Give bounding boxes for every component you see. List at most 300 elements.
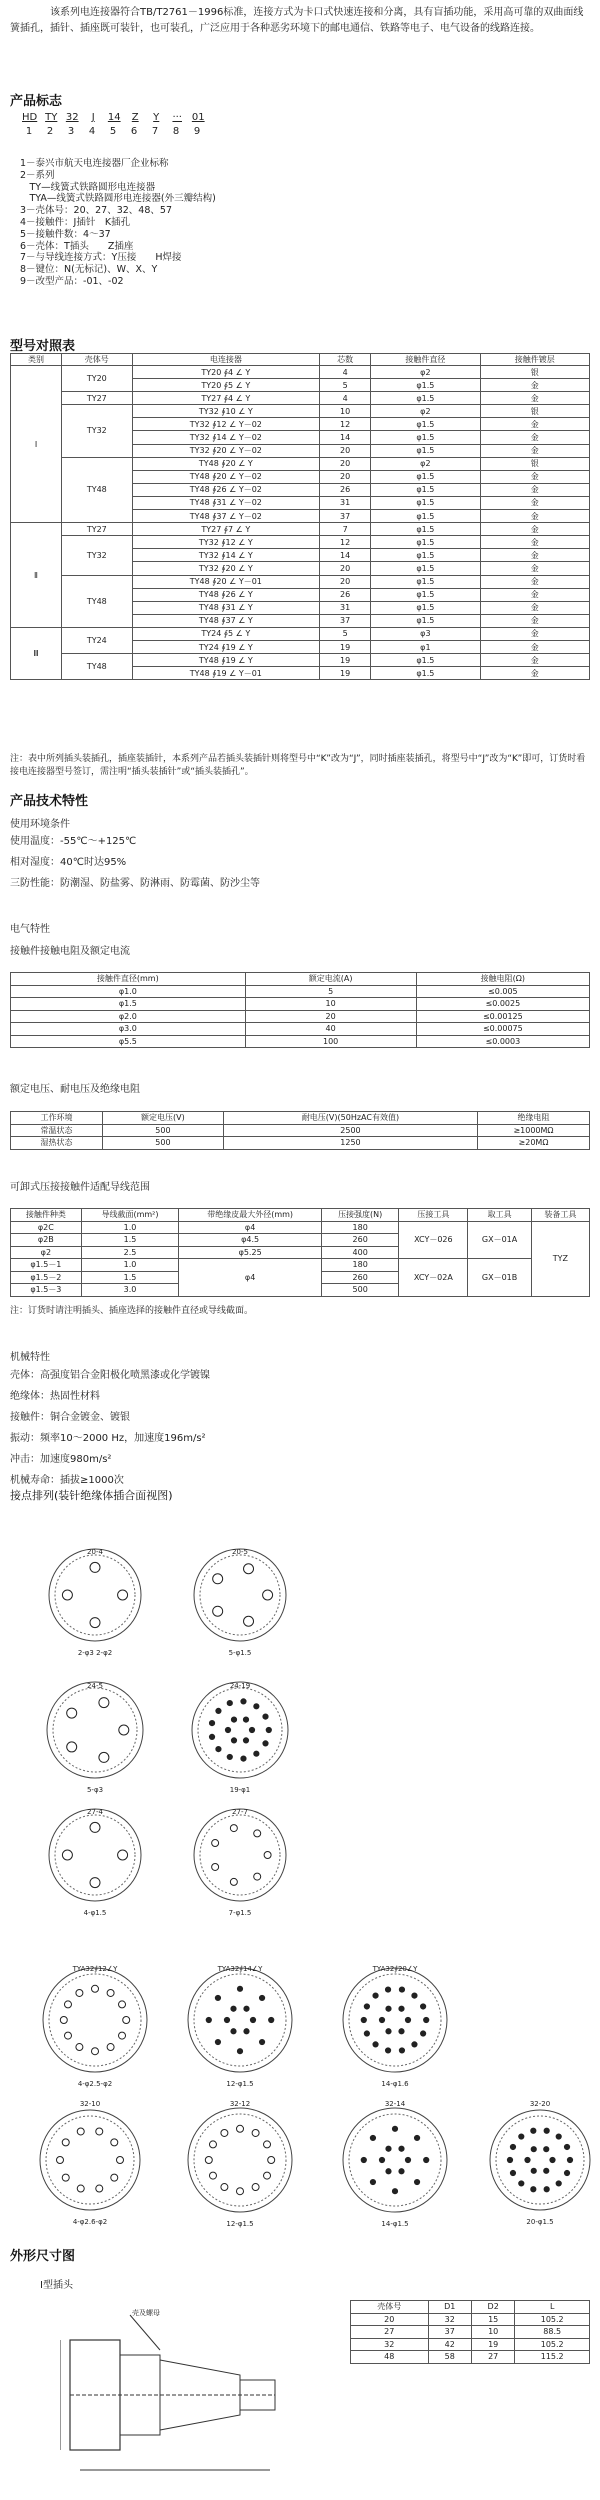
table-cell: 20 — [351, 2313, 429, 2326]
table-cell: 1.5 — [81, 1271, 179, 1284]
table-cell: φ3.0 — [11, 1023, 246, 1036]
table-cell: TY27 ∮4 ∠ Y — [132, 392, 320, 405]
table-row — [11, 1124, 590, 1137]
table-cell: φ1.5 — [11, 998, 246, 1011]
mark-list-item: 8－键位：N(无标记)、W、X、Y — [20, 264, 158, 276]
diagram-title: 20-4 — [87, 1548, 103, 1556]
table-row — [351, 2313, 590, 2326]
table-header: 工作环境 — [11, 1112, 103, 1125]
category-cell: Ⅰ — [11, 366, 62, 523]
mark-list-item: 6－壳体：T插头 Z插座 — [20, 240, 134, 252]
mark-code: 01 — [191, 112, 205, 123]
table-cell: φ5.25 — [179, 1246, 322, 1259]
mark-list-item: 7－与导线连接方式：Y压接 H焊接 — [20, 252, 182, 264]
table-cell: φ2.0 — [11, 1010, 246, 1023]
table-header: 取工具 — [468, 1209, 531, 1222]
table-row — [351, 2326, 590, 2339]
mark-legend-list — [20, 158, 216, 288]
table-cell: 260 — [322, 1271, 399, 1284]
mark-code: HD — [22, 112, 38, 123]
table-cell: 37 — [320, 614, 371, 627]
table-header: 接触件直径(mm) — [11, 973, 246, 986]
dims-sub: Ⅰ型插头 — [40, 2280, 73, 2291]
table-header-row — [11, 973, 590, 986]
table-cell: φ3 — [371, 627, 480, 640]
table-cell: TY32 ∮10 ∠ Y — [132, 405, 320, 418]
diagram-title: 32-12 — [229, 2100, 251, 2108]
table-header-row — [351, 2301, 590, 2314]
table-cell: 金 — [480, 496, 589, 509]
table-cell: TY24 ∮19 ∠ Y — [132, 640, 320, 653]
table-cell: φ1.5 — [371, 379, 480, 392]
table-header: 壳体号 — [62, 354, 132, 366]
table-cell: 100 — [245, 1035, 416, 1048]
table-cell: φ1.5 — [371, 496, 480, 509]
crimp-tool-cell: XCY－026 — [399, 1221, 468, 1259]
diagram-title: 27-4 — [87, 1808, 103, 1816]
contact-diagram — [37, 1962, 153, 2078]
diagram-title: 27-7 — [232, 1808, 248, 1816]
diagram-title: 20-5 — [232, 1548, 248, 1556]
table-cell: 105.2 — [515, 2313, 590, 2326]
table-cell: TY48 ∮37 ∠ Y－02 — [132, 510, 320, 523]
diagram-spec: 14-φ1.6 — [381, 2080, 409, 2088]
contact-diagram — [43, 1543, 147, 1647]
table-header: 导线截面(mm²) — [81, 1209, 179, 1222]
table-cell: 1250 — [223, 1137, 477, 1150]
table-cell: 湿热状态 — [11, 1137, 103, 1150]
equip-tool-cell: TYZ — [531, 1221, 589, 1296]
table-cell: 1.0 — [81, 1259, 179, 1272]
contact-diagram — [337, 2102, 453, 2218]
diagram-spec: 7-φ1.5 — [228, 1909, 252, 1917]
table-cell: 26 — [320, 588, 371, 601]
table-header-row — [11, 1209, 590, 1222]
table-cell: φ1.5 — [371, 392, 480, 405]
elec-title: 电气特性 — [10, 924, 50, 935]
table-cell: ≤0.0003 — [416, 1035, 589, 1048]
diagram-spec: 19-φ1 — [229, 1786, 251, 1794]
voltage-title: 额定电压、耐电压及绝缘电阻 — [10, 1084, 140, 1095]
table-cell: φ1.5 — [371, 444, 480, 457]
section-title-tech: 产品技术特性 — [10, 794, 89, 809]
table-cell: 银 — [480, 405, 589, 418]
category-cell: Ⅲ — [11, 627, 62, 679]
table-cell: 20 — [320, 562, 371, 575]
contact-diagram — [188, 1543, 292, 1647]
mark-code: 14 — [107, 112, 121, 123]
shell-cell: TY27 — [62, 392, 132, 405]
table-cell: 27 — [471, 2351, 514, 2364]
table-cell: 金 — [480, 483, 589, 496]
get-tool-cell: GX－01B — [468, 1259, 531, 1297]
table-cell: 20 — [320, 470, 371, 483]
diagram-title: TYA32∮20∠Y — [372, 1965, 418, 1973]
table-cell: 32 — [428, 2313, 471, 2326]
mech-line: 机械寿命：插拔≥1000次 — [10, 1475, 124, 1486]
diagram-spec: 5-φ3 — [86, 1786, 104, 1794]
table-cell: φ1.5 — [371, 549, 480, 562]
table-row — [11, 985, 590, 998]
diagram-title: 24-19 — [229, 1682, 251, 1690]
table-cell: φ2C — [11, 1221, 82, 1234]
product-mark-code — [22, 112, 205, 137]
table-row — [11, 998, 590, 1011]
table-cell: ≤0.0025 — [416, 998, 589, 1011]
table-cell: 5 — [320, 379, 371, 392]
diagram-spec: 4-φ2.6-φ2 — [72, 2218, 108, 2226]
table-cell: 银 — [480, 366, 589, 379]
table-cell: 金 — [480, 418, 589, 431]
table-cell: 20 — [320, 575, 371, 588]
diagram-spec: 2-φ3 2-φ2 — [77, 1649, 113, 1657]
table-header: 额定电压(V) — [102, 1112, 223, 1125]
table-row — [11, 1259, 590, 1272]
table-cell: 4 — [320, 392, 371, 405]
mark-code: 32 — [65, 112, 79, 123]
table-row — [11, 575, 590, 588]
table-cell: 金 — [480, 588, 589, 601]
table-cell: TY48 ∮31 ∠ Y — [132, 601, 320, 614]
mech-lines — [10, 1365, 210, 1491]
crimp-note: 注：订货时请注明插头、插座选择的接触件直径或导线截面。 — [10, 1306, 254, 1316]
contact-diagram — [43, 1803, 147, 1907]
diagram-title: TYA32∮14∠Y — [217, 1965, 263, 1973]
diagram-title: TYA32∮12∠Y — [72, 1965, 118, 1973]
shell-cell: TY48 — [62, 575, 132, 627]
table-cell: TY48 ∮19 ∠ Y — [132, 654, 320, 667]
table-header: 接触件直径 — [371, 354, 480, 366]
table-cell: 37 — [428, 2326, 471, 2339]
table-cell: φ2 — [11, 1246, 82, 1259]
table-cell: 14 — [320, 549, 371, 562]
table-cell: 20 — [245, 1010, 416, 1023]
mark-list-item: 9－改型产品：-01、-02 — [20, 275, 124, 287]
table-cell: φ1.5 — [371, 614, 480, 627]
table-cell: 37 — [320, 510, 371, 523]
table-cell: 500 — [102, 1137, 223, 1150]
table-cell: φ1.5 — [371, 575, 480, 588]
section-title-dims: 外形尺寸图 — [10, 2249, 76, 2264]
table-cell: 1.5 — [81, 1234, 179, 1247]
table-cell: TY32 ∮14 ∠ Y — [132, 549, 320, 562]
category-cell: Ⅱ — [11, 523, 62, 628]
table-cell: φ2 — [371, 366, 480, 379]
table-header: 芯数 — [320, 354, 371, 366]
env-title: 使用环境条件 — [10, 819, 70, 830]
table-cell: φ1.5 — [371, 523, 480, 536]
table-cell: 10 — [471, 2326, 514, 2339]
table-cell: TY48 ∮20 ∠ Y－01 — [132, 575, 320, 588]
table-cell: 金 — [480, 654, 589, 667]
diagram-spec: 14-φ1.5 — [381, 2220, 409, 2228]
table-row — [11, 1023, 590, 1036]
table-cell: 1.0 — [81, 1221, 179, 1234]
table-cell: 金 — [480, 640, 589, 653]
table-cell: 5 — [320, 627, 371, 640]
table-cell: φ1.0 — [11, 985, 246, 998]
get-tool-cell: GX－01A — [468, 1221, 531, 1259]
shell-cell: TY32 — [62, 405, 132, 457]
diagram-spec: 12-φ1.5 — [226, 2080, 254, 2088]
table-cell: 金 — [480, 379, 589, 392]
table-cell: φ1 — [371, 640, 480, 653]
table-cell: 金 — [480, 510, 589, 523]
table-cell: 10 — [245, 998, 416, 1011]
table-cell: 12 — [320, 536, 371, 549]
mark-num: 6 — [130, 126, 138, 137]
table-cell: 7 — [320, 523, 371, 536]
table-cell: 金 — [480, 575, 589, 588]
table-cell: 20 — [320, 457, 371, 470]
table-cell: TY32 ∮12 ∠ Y — [132, 536, 320, 549]
contact-diagram — [41, 1676, 149, 1784]
crimp-range-table — [10, 1208, 590, 1297]
dims-table — [350, 2300, 590, 2364]
table-cell: 48 — [351, 2351, 429, 2364]
table-cell: 31 — [320, 601, 371, 614]
table-cell: TY20 ∮5 ∠ Y — [132, 379, 320, 392]
table-row — [11, 1137, 590, 1150]
table-header: 带绝缘皮最大外径(mm) — [179, 1209, 322, 1222]
table-cell: ≤0.00075 — [416, 1023, 589, 1036]
diagram-title: 24-5 — [87, 1682, 103, 1690]
table-cell: TY24 ∮5 ∠ Y — [132, 627, 320, 640]
diagram-spec: 4-φ1.5 — [83, 1909, 107, 1917]
diagram-spec: 4-φ2.5-φ2 — [77, 2080, 113, 2088]
table-cell: φ1.5 — [371, 510, 480, 523]
table-cell: 金 — [480, 627, 589, 640]
mark-list-item: 2－系列 — [20, 169, 55, 181]
table-header: 接触电阻(Ω) — [416, 973, 589, 986]
diagram-title: 32-20 — [529, 2100, 551, 2108]
table-cell: 14 — [320, 431, 371, 444]
table-cell: 20 — [320, 444, 371, 457]
table-row — [11, 627, 590, 640]
mark-code: J — [91, 112, 95, 123]
table-header: 电连接器 — [132, 354, 320, 366]
table-cell: 19 — [320, 640, 371, 653]
table-cell: φ1.5 — [371, 667, 480, 680]
mark-num: 9 — [193, 126, 201, 137]
table-cell: φ1.5 — [371, 470, 480, 483]
mark-code: TY — [45, 112, 58, 123]
mech-line: 接触件：铜合金镀金、镀银 — [10, 1412, 130, 1423]
mark-list-item: 5－接触件数：4～37 — [20, 228, 111, 240]
table-cell: TY48 ∮20 ∠ Y — [132, 457, 320, 470]
table-cell: ≤0.00125 — [416, 1010, 589, 1023]
table-header: D2 — [471, 2301, 514, 2314]
table-cell: 15 — [471, 2313, 514, 2326]
table-cell: 19 — [320, 654, 371, 667]
table-cell: 500 — [322, 1284, 399, 1297]
shell-cell: TY27 — [62, 523, 132, 536]
table-cell: 金 — [480, 431, 589, 444]
crimp-title: 可卸式压接接触件适配导线范围 — [10, 1182, 150, 1193]
env-line: 三防性能：防潮湿、防盐雾、防淋雨、防霉菌、防沙尘等 — [10, 878, 260, 889]
env-lines — [10, 831, 260, 894]
env-line: 使用温度：-55℃～+125℃ — [10, 836, 137, 847]
table-header: 额定电流(A) — [245, 973, 416, 986]
table-cell: 金 — [480, 470, 589, 483]
mark-num: 3 — [67, 126, 75, 137]
shell-cell: TY48 — [62, 457, 132, 522]
table-header: 装备工具 — [531, 1209, 589, 1222]
diagram-spec: 12-φ1.5 — [226, 2220, 254, 2228]
table-row — [351, 2338, 590, 2351]
table-cell: 2500 — [223, 1124, 477, 1137]
shell-cell: TY32 — [62, 536, 132, 575]
contact-diagram — [484, 2104, 596, 2216]
table-cell: φ1.5 — [371, 536, 480, 549]
crimp-tool-cell: XCY－02A — [399, 1259, 468, 1297]
table-row — [11, 392, 590, 405]
diagram-title: 32-10 — [79, 2100, 101, 2108]
table-cell: φ1.5 — [371, 588, 480, 601]
table-cell: φ1.5 — [371, 601, 480, 614]
table-cell: TY48 ∮26 ∠ Y－02 — [132, 483, 320, 496]
contact-diagram — [186, 1676, 294, 1784]
table-header: D1 — [428, 2301, 471, 2314]
plug-outline-drawing — [60, 2300, 290, 2490]
table-cell: φ5.5 — [11, 1035, 246, 1048]
table-header: 接触件种类 — [11, 1209, 82, 1222]
mark-list-item: 4－接触件：J插针 K插孔 — [20, 216, 131, 228]
table-cell: 88.5 — [515, 2326, 590, 2339]
table-cell: 19 — [471, 2338, 514, 2351]
table-cell: φ4.5 — [179, 1234, 322, 1247]
mark-code: ··· — [172, 112, 182, 123]
mark-num: 4 — [88, 126, 96, 137]
table-cell: φ1.5 — [371, 418, 480, 431]
type-table-note: 注：表中所列插头装插孔，插座装插针，本系列产品若插头装插针则将型号中“K”改为“J”，同时插座装插孔，将型号中“J”改为“K”即可，订货时看接电连接器型号签订，需注明“插头装插针”或“插头装插孔”。 — [10, 754, 586, 777]
table-row — [11, 405, 590, 418]
table-row — [11, 523, 590, 536]
table-header: 绝缘电阻 — [478, 1112, 590, 1125]
table-cell: 常温状态 — [11, 1124, 103, 1137]
mark-list-item: TY—线簧式铁路圆形电连接器 — [20, 181, 156, 193]
shell-cell: TY48 — [62, 654, 132, 680]
section-title-contacts: 接点排列(装针绝缘体插合面视图) — [10, 1489, 173, 1502]
contact-diagram — [182, 1962, 298, 2078]
table-header: 壳体号 — [351, 2301, 429, 2314]
table-cell: 58 — [428, 2351, 471, 2364]
mark-num: 1 — [25, 126, 33, 137]
table-cell: 金 — [480, 667, 589, 680]
table-row — [11, 1010, 590, 1023]
table-cell: φ1.5－1 — [11, 1259, 82, 1272]
table-cell: TY48 ∮26 ∠ Y — [132, 588, 320, 601]
mark-code: Z — [131, 112, 139, 123]
table-header: 压接工具 — [399, 1209, 468, 1222]
mech-line: 壳体：高强度铝合金阳极化喷黑漆或化学镀镍 — [10, 1370, 210, 1381]
table-cell: 金 — [480, 392, 589, 405]
table-row — [11, 654, 590, 667]
type-comparison-table — [10, 353, 590, 680]
mark-list-item: 1－泰兴市航天电连接器厂企业标称 — [20, 158, 169, 169]
section-title-mark: 产品标志 — [10, 94, 63, 109]
table-cell: TY48 ∮31 ∠ Y－02 — [132, 496, 320, 509]
table-cell: 10 — [320, 405, 371, 418]
table-cell: ≥1000MΩ — [478, 1124, 590, 1137]
mark-list-item: 3－壳体号：20、27、32、48、57 — [20, 205, 172, 217]
table-cell: φ1.5－3 — [11, 1284, 82, 1297]
section-title-types: 型号对照表 — [10, 339, 76, 354]
table-cell: TY20 ∮4 ∠ Y — [132, 366, 320, 379]
table-cell: 19 — [320, 667, 371, 680]
shell-cell: TY24 — [62, 627, 132, 653]
table-cell: ≥20MΩ — [478, 1137, 590, 1150]
table-cell: φ1.5 — [371, 654, 480, 667]
table-cell: 42 — [428, 2338, 471, 2351]
diagram-spec: 20-φ1.5 — [526, 2218, 554, 2226]
table-cell: TY48 ∮37 ∠ Y — [132, 614, 320, 627]
table-cell: φ2 — [371, 405, 480, 418]
table-cell: TY48 ∮20 ∠ Y－02 — [132, 470, 320, 483]
table-cell: 260 — [322, 1234, 399, 1247]
contact-diagram — [34, 2104, 146, 2216]
table-cell: 31 — [320, 496, 371, 509]
table-cell: TY27 ∮7 ∠ Y — [132, 523, 320, 536]
env-line: 相对湿度：40℃时达95% — [10, 857, 127, 868]
table-cell: 12 — [320, 418, 371, 431]
table-cell: 180 — [322, 1259, 399, 1272]
diagram-spec: 5-φ1.5 — [228, 1649, 252, 1657]
part-label: 壳及螺母 — [132, 2309, 160, 2317]
table-cell: φ1.5 — [371, 562, 480, 575]
table-cell: φ4 — [179, 1221, 322, 1234]
table-cell: 500 — [102, 1124, 223, 1137]
shell-cell: TY20 — [62, 366, 132, 392]
intro-paragraph: 该系列电连接器符合TB/T2761－1996标准，连接方式为卡口式快速连接和分离，具有盲插功能，采用高可靠的双曲面线簧插孔，插针、插座既可装针，也可装孔，广泛应用于各种恶劣环境下的邮电通信、铁路等电子、电气设备的线路连接。 — [10, 7, 584, 34]
contact-resistance-table — [10, 972, 590, 1048]
diagram-title: 32-14 — [384, 2100, 406, 2108]
table-cell: 26 — [320, 483, 371, 496]
table-cell: 3.0 — [81, 1284, 179, 1297]
table-cell: 2.5 — [81, 1246, 179, 1259]
mech-line: 冲击：加速度980m/s² — [10, 1454, 112, 1465]
table-row — [11, 457, 590, 470]
table-cell: 180 — [322, 1221, 399, 1234]
table-row — [351, 2351, 590, 2364]
contact-diagram — [182, 2102, 298, 2218]
mark-num: 2 — [46, 126, 54, 137]
table-cell: φ1.5－2 — [11, 1271, 82, 1284]
table-row — [11, 366, 590, 379]
contact-diagram — [337, 1962, 453, 2078]
table-cell: φ1.5 — [371, 431, 480, 444]
table-cell: φ1.5 — [371, 483, 480, 496]
table-cell: 4 — [320, 366, 371, 379]
mech-title: 机械特性 — [10, 1352, 50, 1363]
table-header: 耐电压(V)(50HzAC有效值) — [223, 1112, 477, 1125]
table-cell: 32 — [351, 2338, 429, 2351]
table-cell: 金 — [480, 601, 589, 614]
mark-num: 5 — [109, 126, 117, 137]
table-cell: TY32 ∮12 ∠ Y－02 — [132, 418, 320, 431]
table-row — [11, 1035, 590, 1048]
table-cell: 40 — [245, 1023, 416, 1036]
table-cell: TY32 ∮14 ∠ Y－02 — [132, 431, 320, 444]
table-cell: 5 — [245, 985, 416, 998]
table-header: L — [515, 2301, 590, 2314]
table-cell: 银 — [480, 457, 589, 470]
table-header: 接触件镀层 — [480, 354, 589, 366]
mark-num: 7 — [151, 126, 159, 137]
table-cell: 金 — [480, 614, 589, 627]
table-row — [11, 536, 590, 549]
mech-line: 振动：频率10～2000 Hz，加速度196m/s² — [10, 1433, 206, 1444]
